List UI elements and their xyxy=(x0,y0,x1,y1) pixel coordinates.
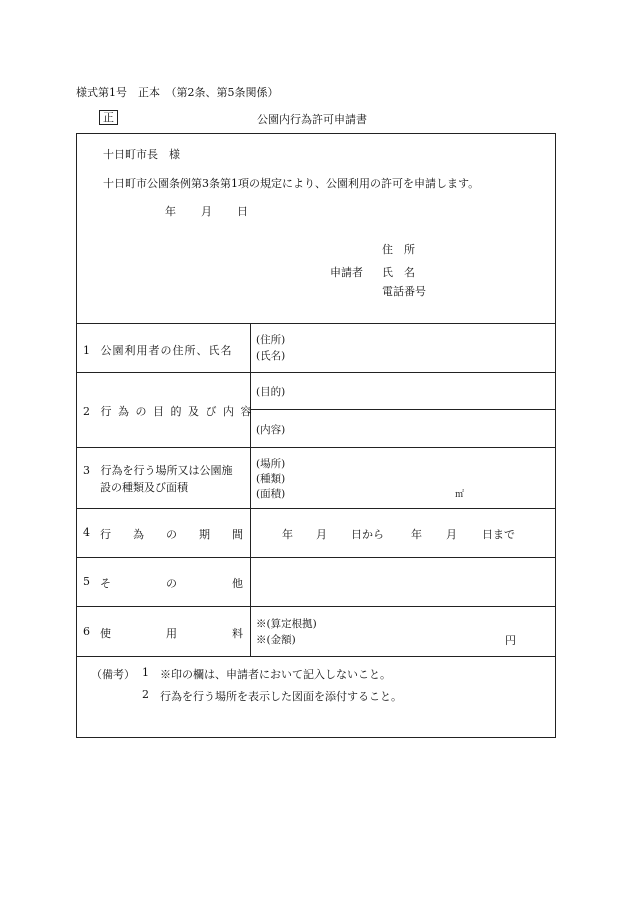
row-divider xyxy=(76,508,556,509)
row-1-field-address: (住所) xyxy=(256,334,286,346)
row-3-label: 3 行為を行う場所又は公園施 xyxy=(83,464,233,477)
row-2-field-purpose: (目的) xyxy=(256,386,286,398)
row-2-field-content: (内容) xyxy=(256,424,286,436)
row-3-field-type: (種類) xyxy=(256,473,286,485)
yen-unit: 円 xyxy=(505,634,516,647)
period-start-month: 月 xyxy=(316,528,327,541)
period-start-day: 日から xyxy=(351,528,384,541)
period-end-month: 月 xyxy=(446,528,457,541)
remark-1-text: ※印の欄は、申請者において記入しないこと。 xyxy=(160,668,391,681)
row-1-field-name: (氏名) xyxy=(256,350,286,362)
row-divider xyxy=(76,372,556,373)
period-start-year: 年 xyxy=(282,528,293,541)
row-5-label: 5 xyxy=(83,575,90,588)
square-meter-unit: ㎡ xyxy=(455,490,465,500)
remark-2-number: 2 xyxy=(142,688,149,701)
document-title: 公園内行為許可申請書 xyxy=(257,113,367,126)
applicant-label: 申請者 xyxy=(330,266,363,279)
row-4-label: 4 xyxy=(83,526,90,539)
application-form-frame xyxy=(76,133,556,738)
row-divider xyxy=(76,557,556,558)
applicant-address-label: 住 所 xyxy=(382,243,415,256)
row-3-field-area: (面積) xyxy=(256,488,286,500)
request-statement: 十日町市公園条例第3条第1項の規定により、公園利用の許可を申請します。 xyxy=(103,177,480,190)
row-1-label: 1 公園利用者の住所、氏名 xyxy=(83,344,233,357)
date-day: 日 xyxy=(237,205,248,218)
row-4-label-text: 行 為 の 期 間 xyxy=(100,528,243,541)
row-divider xyxy=(250,409,556,410)
applicant-phone-label: 電話番号 xyxy=(382,285,426,298)
applicant-name-label: 氏 名 xyxy=(382,266,415,279)
addressee: 十日町市長 様 xyxy=(103,148,180,161)
period-end-day: 日まで xyxy=(482,528,515,541)
date-year: 年 xyxy=(165,205,176,218)
row-6-label-text: 使 用 料 xyxy=(100,627,243,640)
row-2-label: 2 行為の目的及び内容 xyxy=(83,405,258,418)
row-5-label-text: そ の 他 xyxy=(100,577,243,590)
original-copy-mark: 正 xyxy=(99,110,118,125)
row-6-field-basis: ※(算定根拠) xyxy=(256,618,317,630)
form-number: 様式第1号 正本 （第2条、第5条関係） xyxy=(76,86,279,99)
row-6-label: 6 xyxy=(83,625,90,638)
row-3-field-place: (場所) xyxy=(256,458,286,470)
remarks-label: （備考） xyxy=(91,668,135,681)
row-6-field-amount: ※(金額) xyxy=(256,634,296,646)
row-divider xyxy=(76,323,556,324)
row-divider xyxy=(76,656,556,657)
date-month: 月 xyxy=(201,205,212,218)
period-end-year: 年 xyxy=(411,528,422,541)
row-3-label-continued: 設の種類及び面積 xyxy=(100,481,188,494)
row-divider xyxy=(76,606,556,607)
remark-2-text: 行為を行う場所を表示した図面を添付すること。 xyxy=(160,690,402,703)
column-divider xyxy=(250,323,251,656)
remark-1-number: 1 xyxy=(142,666,149,679)
row-divider xyxy=(76,447,556,448)
